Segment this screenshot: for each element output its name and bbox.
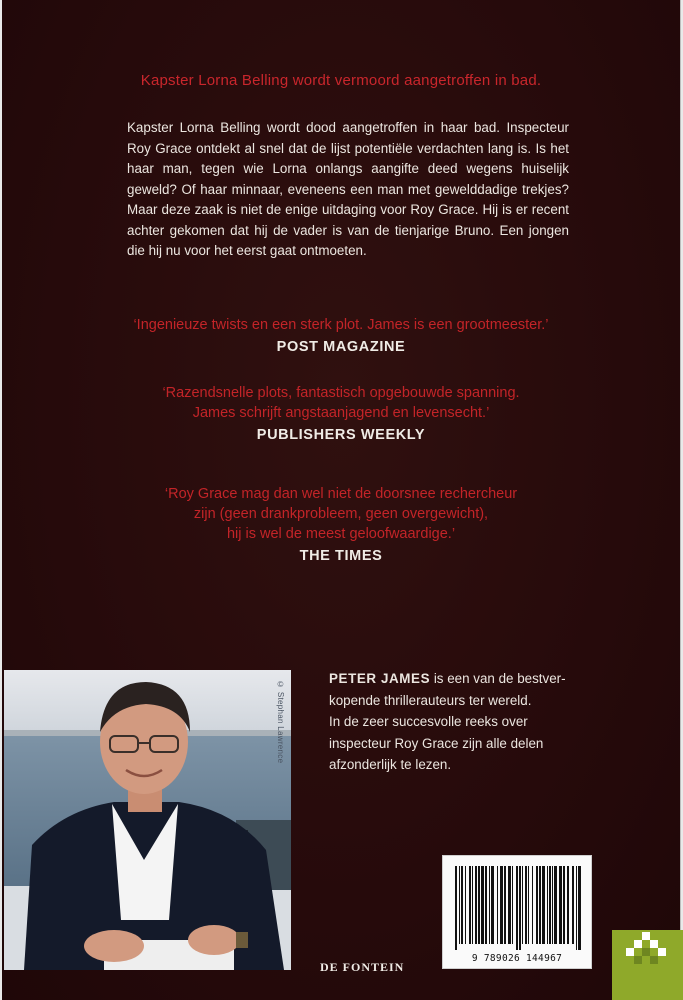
site-watermark-logo: [612, 930, 683, 1000]
review-post-magazine: [2, 315, 680, 357]
barcode-bar: [500, 866, 503, 944]
barcode-bar: [465, 866, 466, 944]
review-source: POST MAGAZINE: [276, 339, 406, 355]
barcode-bar: [504, 866, 506, 944]
author-photo-illustration: [4, 670, 291, 970]
barcode-bar: [522, 866, 523, 944]
book-back-cover: [2, 0, 681, 1000]
barcode-bar: [539, 866, 541, 944]
barcode-bar: [578, 866, 581, 950]
publisher-name: DE FONTEIN: [320, 960, 405, 974]
photo-credit: © Stephan Lawrence: [276, 680, 285, 764]
barcode-bar: [567, 866, 569, 944]
author-bio: [329, 668, 629, 776]
barcode-bar: [489, 866, 490, 944]
author-photo: [4, 670, 291, 970]
barcode-bar: [549, 866, 551, 944]
bio-line: afzonderlijk te lezen.: [329, 757, 452, 772]
barcode-bar: [519, 866, 521, 950]
barcode-bar: [455, 866, 457, 950]
barcode-bar: [461, 866, 463, 944]
barcode-bar: [512, 866, 513, 944]
barcode-bar: [559, 866, 562, 944]
review-quote-line: ‘Razendsnelle plots, fantastisch opgebouwde spanning.: [162, 385, 520, 401]
barcode: [442, 855, 592, 969]
review-quote-line: zijn (geen drankprobleem, geen overgewicht),: [193, 506, 489, 522]
review-quote-line: hij is wel de meest geloofwaardige.’: [226, 526, 456, 542]
review-source: PUBLISHERS WEEKLY: [256, 427, 426, 443]
barcode-bar: [528, 866, 529, 944]
review-quote-line: James schrijft angstaanjagend en levensecht.’: [192, 405, 490, 421]
bio-line: [329, 668, 629, 690]
barcode-bar: [532, 866, 533, 944]
isbn-number: 9 789026 144967: [471, 953, 563, 964]
barcode-bar: [459, 866, 460, 944]
review-quote-line: ‘Roy Grace mag dan wel niet de doorsnee rechercheur: [164, 486, 518, 502]
author-name: PETER JAMES: [329, 671, 431, 686]
barcode-bar: [542, 866, 545, 944]
barcode-bar: [554, 866, 557, 944]
barcode-bar: [508, 866, 511, 944]
barcode-bar: [469, 866, 471, 944]
review-the-times: [2, 484, 680, 566]
barcode-bar: [481, 866, 484, 944]
barcode-bar: [525, 866, 527, 944]
bio-line: In de zeer succesvolle reeks over: [329, 714, 528, 729]
review-publishers-weekly: [2, 383, 680, 445]
barcode-bar: [485, 866, 487, 944]
barcode-bar: [497, 866, 498, 944]
review-quote: ‘Ingenieuze twists en een sterk plot. James is een grootmeester.’: [133, 317, 549, 333]
review-source: THE TIMES: [299, 548, 383, 564]
barcode-bar: [478, 866, 480, 944]
tagline: Kapster Lorna Belling wordt vermoord aangetroffen in bad.: [140, 72, 542, 89]
barcode-bar: [536, 866, 538, 944]
barcode-bar: [576, 866, 577, 950]
barcode-bar: [491, 866, 494, 944]
barcode-bar: [516, 866, 518, 950]
barcode-bar: [572, 866, 574, 944]
bio-line: inspecteur Roy Grace zijn alle delen: [329, 735, 544, 751]
barcode-bars: [453, 866, 583, 952]
barcode-bar: [472, 866, 473, 944]
barcode-bar: [563, 866, 565, 944]
barcode-bar: [552, 866, 553, 944]
bio-line-text: is een van de bestver-: [430, 671, 566, 686]
barcode-bar: [547, 866, 548, 944]
blurb-text: Kapster Lorna Belling wordt dood aangetroffen in haar bad. Inspecteur Roy Grace ontdekt al snel dat de lijst potentiële verdachten lang is. Is het haar man, tegen wie Lorna onlangs aangifte deed wegens huiselijk geweld? Of haar minnaar, eveneens een man met gewelddadige trekjes? Maar deze zaak is niet de enige uitdaging voor Roy Grace. Hij is er recent achter gekomen dat hij de vader is van de tienjarige Bruno. Een jongen die hij nu voor het eerst gaat ontmoeten.: [127, 120, 569, 258]
barcode-bar: [475, 866, 477, 944]
bio-line: kopende thrillerauteurs ter wereld.: [329, 692, 532, 708]
